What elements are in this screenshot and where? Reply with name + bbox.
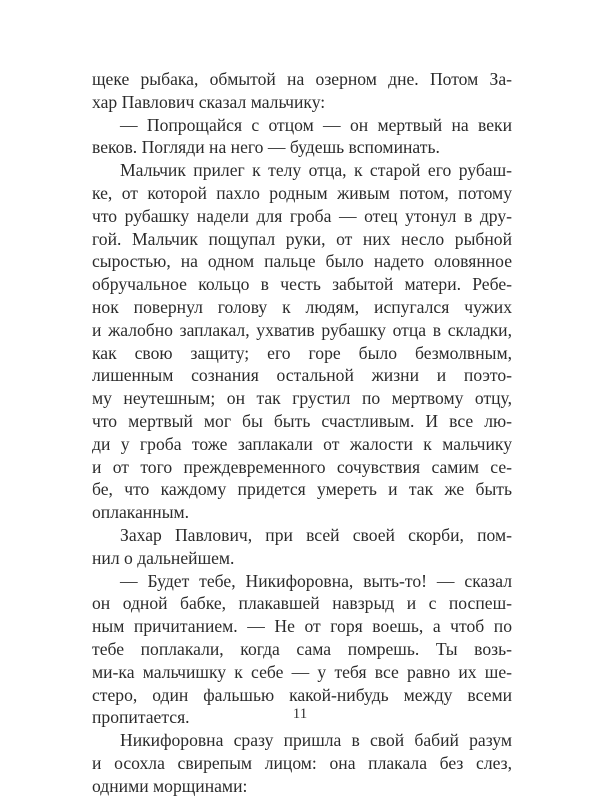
text-line: Мальчик прилег к телу отца, к старой его рубаш- [120,160,512,181]
text-line: пропитается. [92,707,190,728]
text-line: обручальное кольцо в честь забытой матери. Ребе- [92,274,512,295]
text-line: щеке рыбака, обмытой на озерном дне. Потом За- [92,69,512,89]
body-text [92,68,512,798]
text-line: оплаканным. [92,502,190,523]
text-line: бе, что каждому придется умереть и так же быть [92,479,512,500]
text-line: и от того преждевременного сочувствия самим се- [92,456,512,477]
text-line: лишенным сознания остальной жизни и поэто- [92,365,512,386]
text-line: нок повернул голову к людям, испугался чужих [92,296,512,317]
text-line: му неутешным; он так грустил по мертвому отцу, [92,388,512,409]
page-number: 11 [292,706,308,722]
text-line: и жалобно заплакал, ухватив рубашку отца в складки, [92,319,512,340]
text-line: ди у гроба тоже заплакали от жалости к мальчику [92,433,512,454]
text-line: Захар Павлович, при всей своей скорби, пом- [120,524,512,545]
text-line: одними морщинами: [92,775,248,796]
text-line: тебе поплакали, когда сама помрешь. Ты возь- [92,638,512,659]
text-line: ным причитанием. — Не от горя воешь, а чтоб по [92,616,512,637]
text-line: — Будет тебе, Никифоровна, выть-то! — сказал [120,570,512,591]
text-line: Никифоровна сразу пришла в свой бабий разум [120,730,512,751]
text-line: и осохла свирепым лицом: она плакала без слез, [92,752,512,773]
text-line: он одной бабке, плакавшей навзрыд и с поспеш- [92,593,512,614]
text-line: что мертвый мог бы быть счастливым. И все лю- [92,410,512,431]
text-line: как свою защиту; его горе было безмолвным, [92,342,512,363]
text-line: хар Павлович сказал мальчику: [92,91,326,112]
text-line: ми-ка мальчишку к себе — у тебя все равно их ше- [92,661,512,682]
text-line: сыростью, на одном пальце было надето оловянное [92,251,512,272]
text-line: стеро, один фальшью какой-нибудь между всеми [92,684,512,705]
text-line: нил о дальнейшем. [92,547,235,568]
text-line: гой. Мальчик пощупал руки, от них несло рыбной [92,228,512,249]
text-line: — Попрощайся с отцом — он мертвый на веки [120,114,512,135]
text-line: ке, от которой пахло родным живым потом, потому [92,182,512,203]
text-line: веков. Погляди на него — будешь вспоминать. [92,137,440,158]
text-line: что рубашку надели для гроба — отец утонул в дру- [92,205,512,226]
